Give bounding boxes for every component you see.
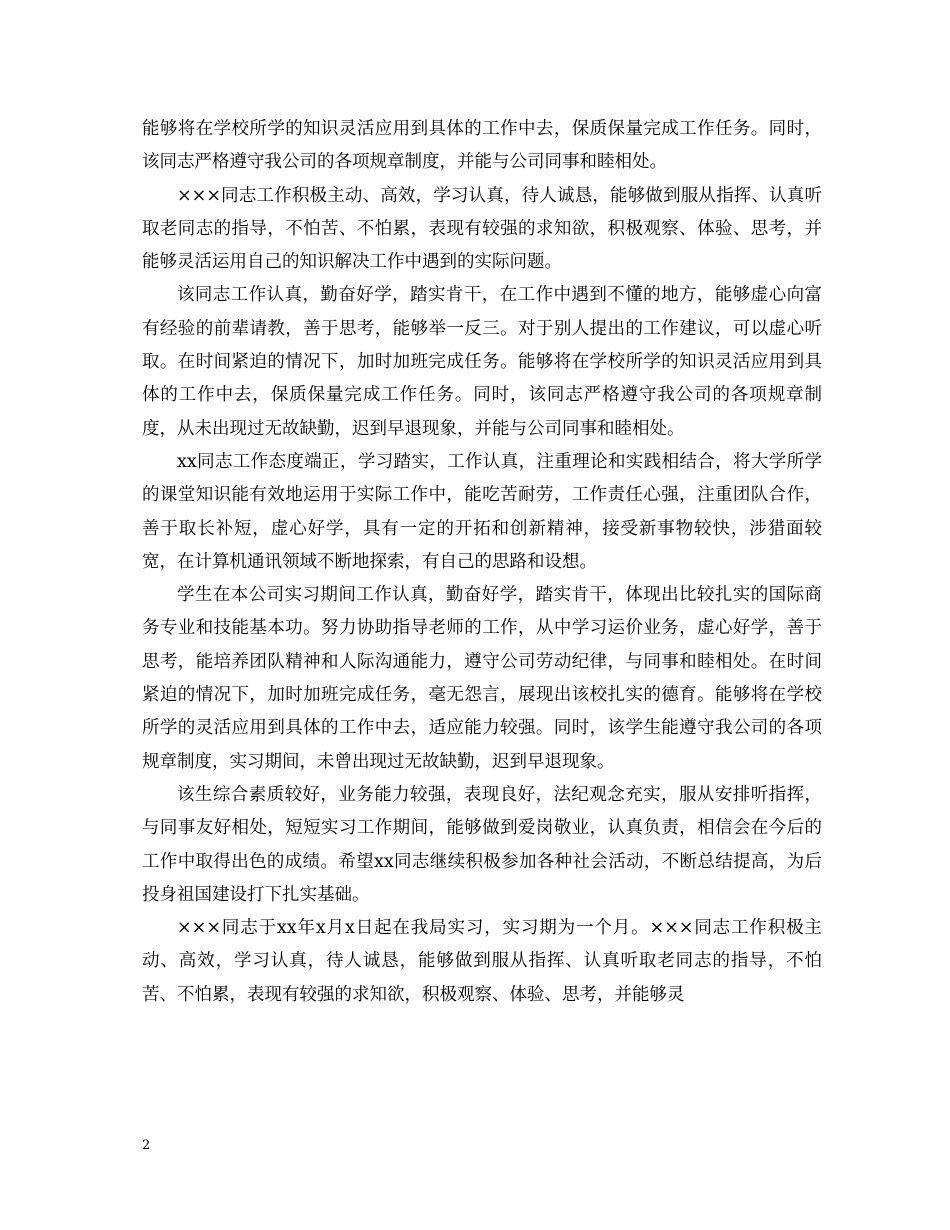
paragraph-2: ×××同志工作积极主动、高效，学习认真，待人诚恳，能够做到服从指挥、认真听取老同志的指导，不怕苦、不怕累，表现有较强的求知欲，积极观察、体验、思考，并能够灵活运用自己的知识解决工作中遇到的实际问题。 [142, 185, 822, 273]
document-body [142, 113, 822, 1012]
paragraph-1: 能够将在学校所学的知识灵活应用到具体的工作中去，保质保量完成工作任务。同时，该同志严格遵守我公司的各项规章制度，并能与公司同事和睦相处。 [142, 119, 822, 173]
paragraph-3: 该同志工作认真，勤奋好学，踏实肯干，在工作中遇到不懂的地方，能够虚心向富有经验的前辈请教，善于思考，能够举一反三。对于别人提出的工作建议，可以虚心听取。在时间紧迫的情况下，加时加班完成任务。能够将在学校所学的知识灵活应用到具体的工作中去，保质保量完成工作任务。同时，该同志严格遵守我公司的各项规章制度，从未出现过无故缺勤，迟到早退现象，并能与公司同事和睦相处。 [142, 285, 822, 439]
page-number: 2 [142, 1138, 151, 1153]
paragraph-6: 该生综合素质较好，业务能力较强，表现良好，法纪观念充实，服从安排听指挥，与同事友好相处，短短实习工作期间，能够做到爱岗敬业，认真负责，相信会在今后的工作中取得出色的成绩。希望xx同志继续积极参加各种社会活动，不断总结提高，为后投身祖国建设打下扎实基础。 [142, 784, 822, 905]
paragraph-7: ×××同志于xx年x月x日起在我局实习，实习期为一个月。×××同志工作积极主动、高效，学习认真，待人诚恳，能够做到服从指挥、认真听取老同志的指导，不怕苦、不怕累，表现有较强的求知欲，积极观察、体验、思考，并能够灵 [142, 918, 822, 1005]
paragraph-4: xx同志工作态度端正，学习踏实，工作认真，注重理论和实践相结合，将大学所学的课堂知识能有效地运用于实际工作中，能吃苦耐劳，工作责任心强，注重团队合作，善于取长补短，虚心好学，具有一定的开拓和创新精神，接受新事物较快，涉猎面较宽，在计算机通讯领域不断地探索，有自己的思路和设想。 [142, 451, 822, 572]
paragraph-5: 学生在本公司实习期间工作认真，勤奋好学，踏实肯干，体现出比较扎实的国际商务专业和技能基本功。努力协助指导老师的工作，从中学习运价业务，虚心好学，善于思考，能培养团队精神和人际沟通能力，遵守公司劳动纪律，与同事和睦相处。在时间紧迫的情况下，加时加班完成任务，毫无怨言，展现出该校扎实的德育。能够将在学校所学的灵活应用到具体的工作中去，适应能力较强。同时，该学生能遵守我公司的各项规章制度，实习期间，未曾出现过无故缺勤，迟到早退现象。 [142, 585, 822, 772]
